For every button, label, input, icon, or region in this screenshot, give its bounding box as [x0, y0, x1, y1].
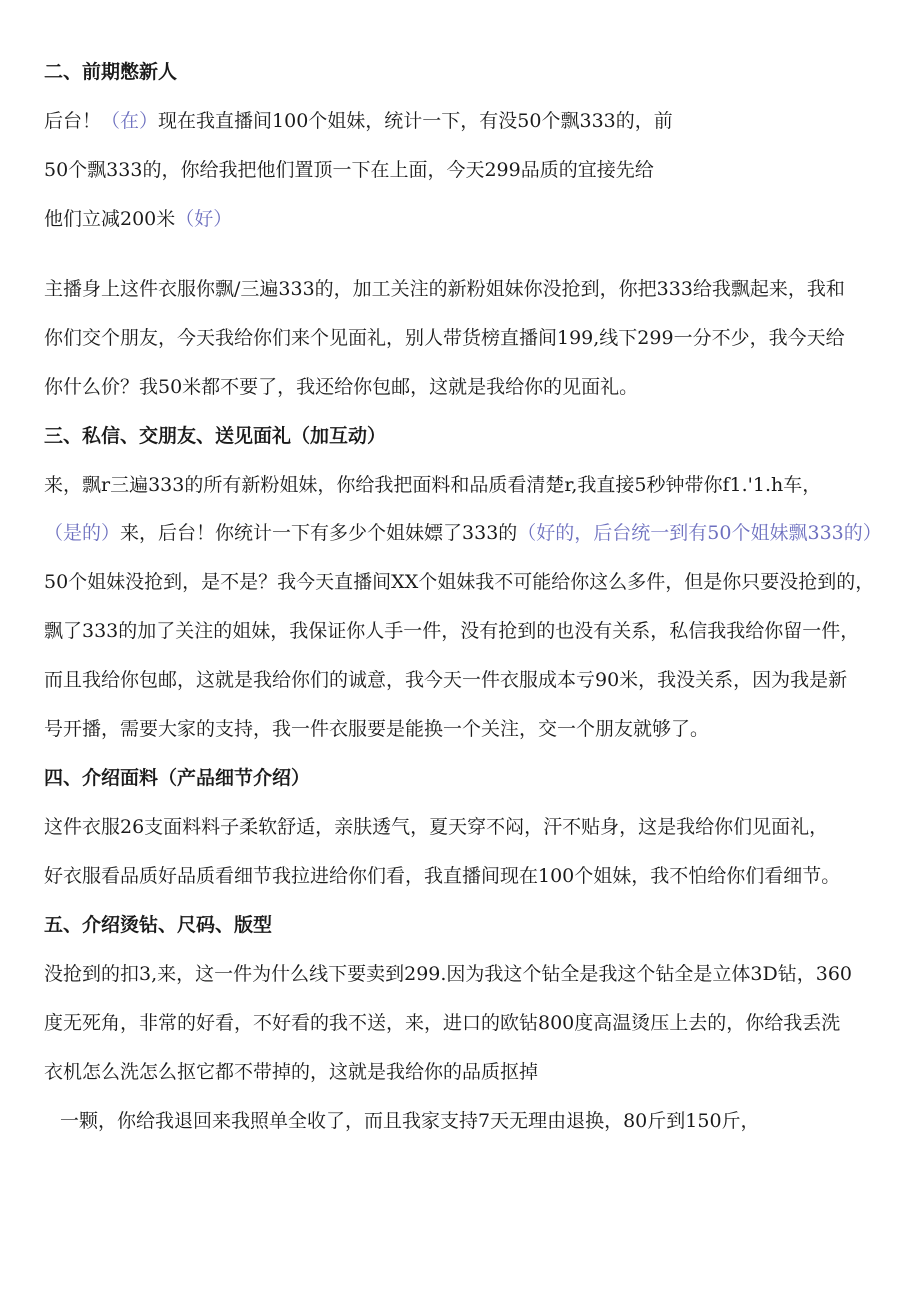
text-line: 而且我给你包邮，这就是我给你们的诚意，我今天一件衣服成本亏90米，我没关系，因为我是新	[44, 669, 848, 691]
text-line: 这件衣服26支面料料子柔软舒适，亲肤透气，夏天穿不闷，汗不贴身，这是我给你们见面礼，	[44, 816, 829, 838]
text-line	[44, 107, 894, 135]
text-line: 你什么价？我50米都不要了，我还给你包邮，这就是我给你的见面礼。	[44, 376, 639, 398]
section-heading-4: 四、介绍面料（产品细节介绍）	[44, 767, 311, 789]
text-line: 50个飘333的，你给我把他们置顶一下在上面，今天299品质的宜接先给	[44, 159, 654, 181]
section-heading-2: 二、前期憋新人	[44, 61, 178, 83]
text-line: 好衣服看品质好品质看细节我拉进给你们看，我直播间现在100个姐妹，我不怕给你们看细节。	[44, 865, 841, 887]
text-line: 一颗，你给我退回来我照单全收了，而且我家支持7天无理由退换，80斤到150斤，	[60, 1110, 760, 1132]
section-heading-3: 三、私信、交朋友、送见面礼（加互动）	[44, 425, 387, 447]
text-line: 主播身上这件衣服你飘/三遍333的，加工关注的新粉姐妹你没抢到，你把333给我飘起来，我和	[44, 278, 845, 300]
text-line: 50个姐妹没抢到，是不是？我今天直播间XX个姐妹我不可能给你这么多件，但是你只要没抢到的，	[44, 571, 875, 593]
text-span: 他们立减200米	[44, 208, 176, 230]
interjection-note: （好）	[175, 208, 233, 230]
text-line: 度无死角，非常的好看，不好看的我不送，来，进口的欧钻800度高温烫压上去的，你给我丢洗	[44, 1012, 841, 1034]
text-line: 来，飘r三遍333的所有新粉姐妹，你给我把面料和品质看清楚r,我直接5秒钟带你f1.'1.h车，	[44, 474, 822, 496]
text-span: 来，后台！你统计一下有多少个姐妹嫖了333的	[120, 522, 518, 544]
text-line	[44, 519, 894, 547]
interjection-note: （是的）	[44, 522, 121, 544]
interjection-note: （好的，后台统一到有50个姐妹飘333的）	[517, 522, 882, 544]
text-line: 你们交个朋友，今天我给你们来个见面礼，别人带货榜直播间199,线下299一分不少，我今天给	[44, 327, 845, 349]
text-span: 后台！	[44, 110, 102, 132]
text-line: 衣机怎么洗怎么抠它都不带掉的，这就是我给你的品质抠掉	[44, 1061, 539, 1083]
interjection-note: （在）	[101, 110, 159, 132]
text-line: 号开播，需要大家的支持，我一件衣服要是能换一个关注，交一个朋友就够了。	[44, 718, 710, 740]
section-heading-5: 五、介绍烫钻、尺码、版型	[44, 914, 273, 936]
text-span: 现在我直播间100个姐妹，统计一下，有没50个飘333的，前	[158, 110, 673, 132]
text-line: 没抢到的扣3,来，这一件为什么线下要卖到299.因为我这个钻全是我这个钻全是立体3D钻，360	[44, 963, 853, 985]
text-line	[44, 205, 894, 233]
text-line: 飘了333的加了关注的姐妹，我保证你人手一件，没有抢到的也没有关系，私信我我给你留一件，	[44, 620, 860, 642]
